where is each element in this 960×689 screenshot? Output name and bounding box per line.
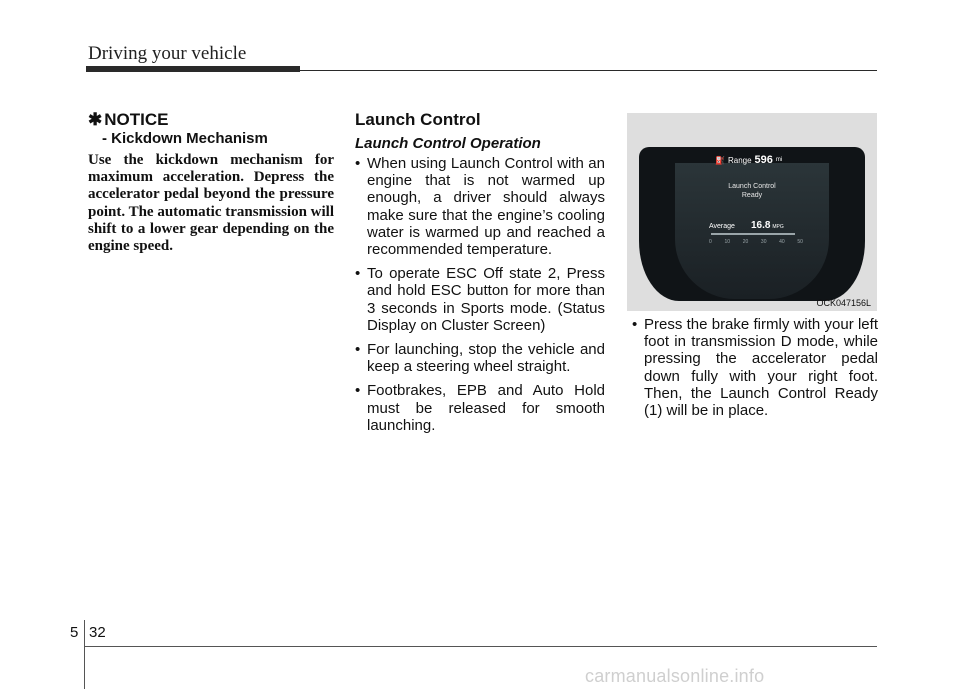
list-item: • Footbrakes, EPB and Auto Hold must be released for smooth launching. <box>355 382 605 434</box>
page-number: 32 <box>89 624 106 641</box>
average-ticks <box>709 239 803 245</box>
tick-label: 0 <box>709 239 712 245</box>
watermark: carmanualsonline.info <box>585 666 765 686</box>
list-item: • Press the brake firmly with your left foot in transmission D mode, while pressing the accelerator pedal down fully with your right foot. Then, the Launch Control Ready (1) will be in place. <box>632 316 878 419</box>
header-rule <box>300 70 877 71</box>
average-value: 16.8 <box>750 220 771 231</box>
footer-vertical-rule <box>84 620 85 689</box>
header-bar <box>86 66 300 72</box>
page-header-title: Driving your vehicle <box>88 43 247 64</box>
range-readout <box>715 154 782 166</box>
footer-horizontal-rule <box>85 646 877 647</box>
tick-label: 10 <box>724 239 731 245</box>
range-label: Range <box>727 155 752 165</box>
section-title: Launch Control <box>355 110 481 129</box>
notice-subtitle: - Kickdown Mechanism <box>102 130 268 147</box>
range-unit: mi <box>775 157 783 163</box>
cluster-screen <box>639 147 865 301</box>
chapter-number: 5 <box>70 624 79 641</box>
list-item: • When using Launch Control with an engine that is not warmed up enough, a driver should always make sure that the engine’s cooling water is warmed up and reached a recommended temperature. <box>355 155 605 258</box>
bullet-list <box>355 155 605 441</box>
launch-ready-label: Ready <box>741 192 763 199</box>
launch-control-label: Launch Control <box>728 183 776 190</box>
notice-heading <box>88 110 168 130</box>
cluster-figure <box>627 113 877 311</box>
notice-star-icon: ✱ <box>88 110 103 129</box>
average-bar <box>711 233 795 235</box>
bullet-list-2 <box>632 316 878 426</box>
fuel-pump-icon: ⛽ <box>715 155 725 165</box>
average-readout <box>709 220 784 231</box>
list-item: • For launching, stop the vehicle and keep a steering wheel straight. <box>355 341 605 375</box>
section-subtitle: Launch Control Operation <box>355 135 541 152</box>
average-label: Average <box>709 223 735 230</box>
list-item: • To operate ESC Off state 2, Press and hold ESC button for more than 3 seconds in Sports mode. (Status Display on Cluster Screen) <box>355 265 605 334</box>
notice-title: NOTICE <box>104 110 169 129</box>
tick-label: 50 <box>797 239 803 245</box>
average-unit: MPG <box>772 224 784 230</box>
range-value: 596 <box>754 154 773 166</box>
tick-label: 40 <box>779 239 785 245</box>
notice-body: Use the kickdown mechanism for maximum acceleration. Depress the accelerator pedal beyond the pressure point. The automatic transmission will shift to a lower gear depending on the engine speed. <box>88 152 334 255</box>
tick-label: 30 <box>760 239 767 245</box>
tick-label: 20 <box>742 239 749 245</box>
figure-code: OCK047156L <box>816 298 871 308</box>
